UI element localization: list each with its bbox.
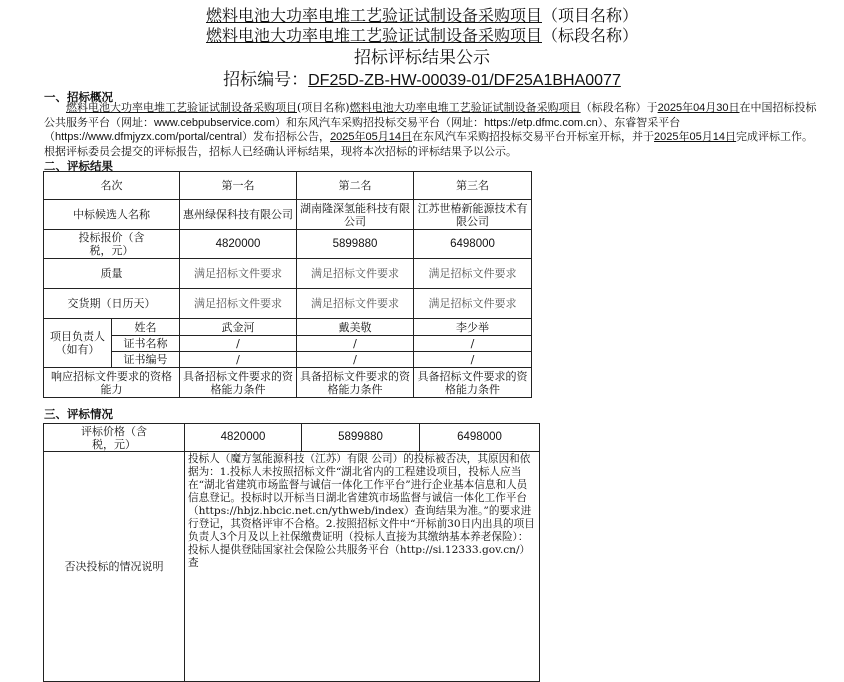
url-etp: https://etp.dfmc.com.cn — [484, 116, 598, 129]
project-name-suffix: （项目名称） — [542, 6, 639, 25]
delivery-3: 满足招标文件要求 — [414, 289, 532, 319]
capability-3: 具备招标文件要求的资格能力条件 — [414, 368, 532, 398]
overview-paragraph — [44, 101, 820, 159]
section-name-suffix: （标段名称） — [542, 26, 639, 45]
results-table — [43, 171, 532, 398]
eval-price-label: 评标价格（含税，元） — [44, 424, 185, 452]
publish-date: 2025年04月30日 — [657, 102, 740, 114]
manager-name-2: 戴美敬 — [297, 319, 414, 336]
rank-3: 第三名 — [414, 172, 532, 200]
evaluation-date: 2025年05月14日 — [654, 131, 736, 143]
manager-label: 项目负责人（如有） — [44, 319, 112, 368]
table-row — [44, 259, 532, 289]
eval-price-1: 4820000 — [185, 424, 302, 452]
delivery-1: 满足招标文件要求 — [180, 289, 297, 319]
cert-name-1: / — [180, 336, 297, 352]
table-row — [44, 319, 532, 336]
quality-3: 满足招标文件要求 — [414, 259, 532, 289]
page-title: 招标评标结果公示 — [354, 48, 490, 68]
manager-name-1: 武金河 — [180, 319, 297, 336]
capability-label: 响应招标文件要求的资格能力 — [44, 368, 180, 398]
table-row — [44, 200, 532, 230]
table-row — [44, 368, 532, 398]
table-row — [44, 289, 532, 319]
section-heading-evaluation: 三、评标情况 — [44, 407, 113, 421]
table-row — [44, 452, 540, 682]
overview-project: 燃料电池大功率电堆工艺验证试制设备采购项目 — [66, 101, 297, 114]
capability-2: 具备招标文件要求的资格能力条件 — [297, 368, 414, 398]
overview-text: 在中国招标投标公共服务平台（网址： — [44, 101, 817, 129]
overview-text: (项目名称) — [297, 101, 350, 114]
quality-label: 质量 — [44, 259, 180, 289]
overview-text: 完成评标工作。根据评标委员会提交的评标报告，招标人已经确认评标结果，现将本次招标的评标结果予以公示。 — [44, 130, 813, 158]
reject-label: 否决投标的情况说明 — [44, 452, 185, 682]
quality-2: 满足招标文件要求 — [297, 259, 414, 289]
table-row — [44, 230, 532, 259]
table-row — [44, 172, 532, 200]
project-title-line — [0, 6, 844, 26]
cert-name-2: / — [297, 336, 414, 352]
overview-section: 燃料电池大功率电堆工艺验证试制设备采购项目 — [349, 101, 581, 114]
price-label: 投标报价（含税，元） — [44, 230, 180, 259]
rank-2: 第二名 — [297, 172, 414, 200]
cert-name-3: / — [414, 336, 532, 352]
candidate-label: 中标候选人名称 — [44, 200, 180, 230]
overview-text: ）、东睿智采平台（ — [44, 115, 681, 143]
tender-code: DF25D-ZB-HW-00039-01/DF25A1BHA0077 — [308, 72, 621, 89]
eval-price-3: 6498000 — [420, 424, 540, 452]
candidate-3: 江苏世椿新能源技术有限公司 — [414, 200, 532, 230]
section-name: 燃料电池大功率电堆工艺验证试制设备采购项目 — [205, 26, 542, 45]
overview-text: ）发布招标公告， — [242, 130, 331, 143]
candidate-2: 湖南隆深氢能科技有限公司 — [297, 200, 414, 230]
tender-code-line — [0, 69, 844, 92]
cert-no-3: / — [414, 352, 532, 368]
cert-no-2: / — [297, 352, 414, 368]
project-name: 燃料电池大功率电堆工艺验证试制设备采购项目 — [205, 6, 542, 25]
price-1: 4820000 — [180, 230, 297, 259]
evaluation-table — [43, 423, 540, 682]
section-heading-results: 二、评标结果 — [44, 159, 113, 173]
delivery-label: 交货期（日历天） — [44, 289, 180, 319]
table-row — [44, 336, 532, 352]
reject-description: 投标人（魔方氢能源科技（江苏）有限 公司）的投标被否决，其原因和依据为：1.投标人未按照招标文件“湖北省内的工程建设项目，投标人应当在“湖北省建筑市场监督与诚信一体化工作平台”进行企业基本信息和人员信息登记。投标时以开标当日湖北省建筑市场监督与诚信一体化工作平台（https://hbjz.hbcic.net.cn/ythweb/index）查询结果为准。”的要求进行登记，其资格评审不合格。2.按照招标文件中“开标前30日内出具的项目负责人3个月及以上社保缴费证明（投标人直接为其缴纳基本养老保险）：投标人提供登陆国家社会保险公共服务平台（http://si.12333.gov.cn/）查 — [185, 452, 540, 682]
candidate-1: 惠州绿保科技有限公司 — [180, 200, 297, 230]
manager-name-label: 姓名 — [112, 319, 180, 336]
cert-name-label: 证书名称 — [112, 336, 180, 352]
overview-text: ）和东风汽车采购招投标交易平台（网址： — [275, 115, 485, 129]
price-3: 6498000 — [414, 230, 532, 259]
quality-1: 满足招标文件要求 — [180, 259, 297, 289]
section-heading-overview: 一、招标概况 — [44, 90, 113, 104]
section-title-line — [0, 26, 844, 46]
rank-1: 第一名 — [180, 172, 297, 200]
overview-text: （标段名称）于 — [580, 101, 658, 114]
tender-code-label: 招标编号： — [223, 70, 309, 90]
opening-date: 2025年05月14日 — [330, 131, 413, 143]
url-cebpub: www.cebpubservice.com — [154, 116, 276, 129]
price-2: 5899880 — [297, 230, 414, 259]
cert-no-1: / — [180, 352, 297, 368]
url-dfmjyzx: https://www.dfmjyzx.com/portal/central — [55, 131, 243, 143]
rank-header: 名次 — [44, 172, 180, 200]
table-row — [44, 352, 532, 368]
delivery-2: 满足招标文件要求 — [297, 289, 414, 319]
overview-text: 在东风汽车采购招投标交易平台开标室开标，并于 — [412, 130, 655, 143]
cert-no-label: 证书编号 — [112, 352, 180, 368]
table-row — [44, 424, 540, 452]
manager-name-3: 李少举 — [414, 319, 532, 336]
eval-price-2: 5899880 — [302, 424, 420, 452]
capability-1: 具备招标文件要求的资格能力条件 — [180, 368, 297, 398]
